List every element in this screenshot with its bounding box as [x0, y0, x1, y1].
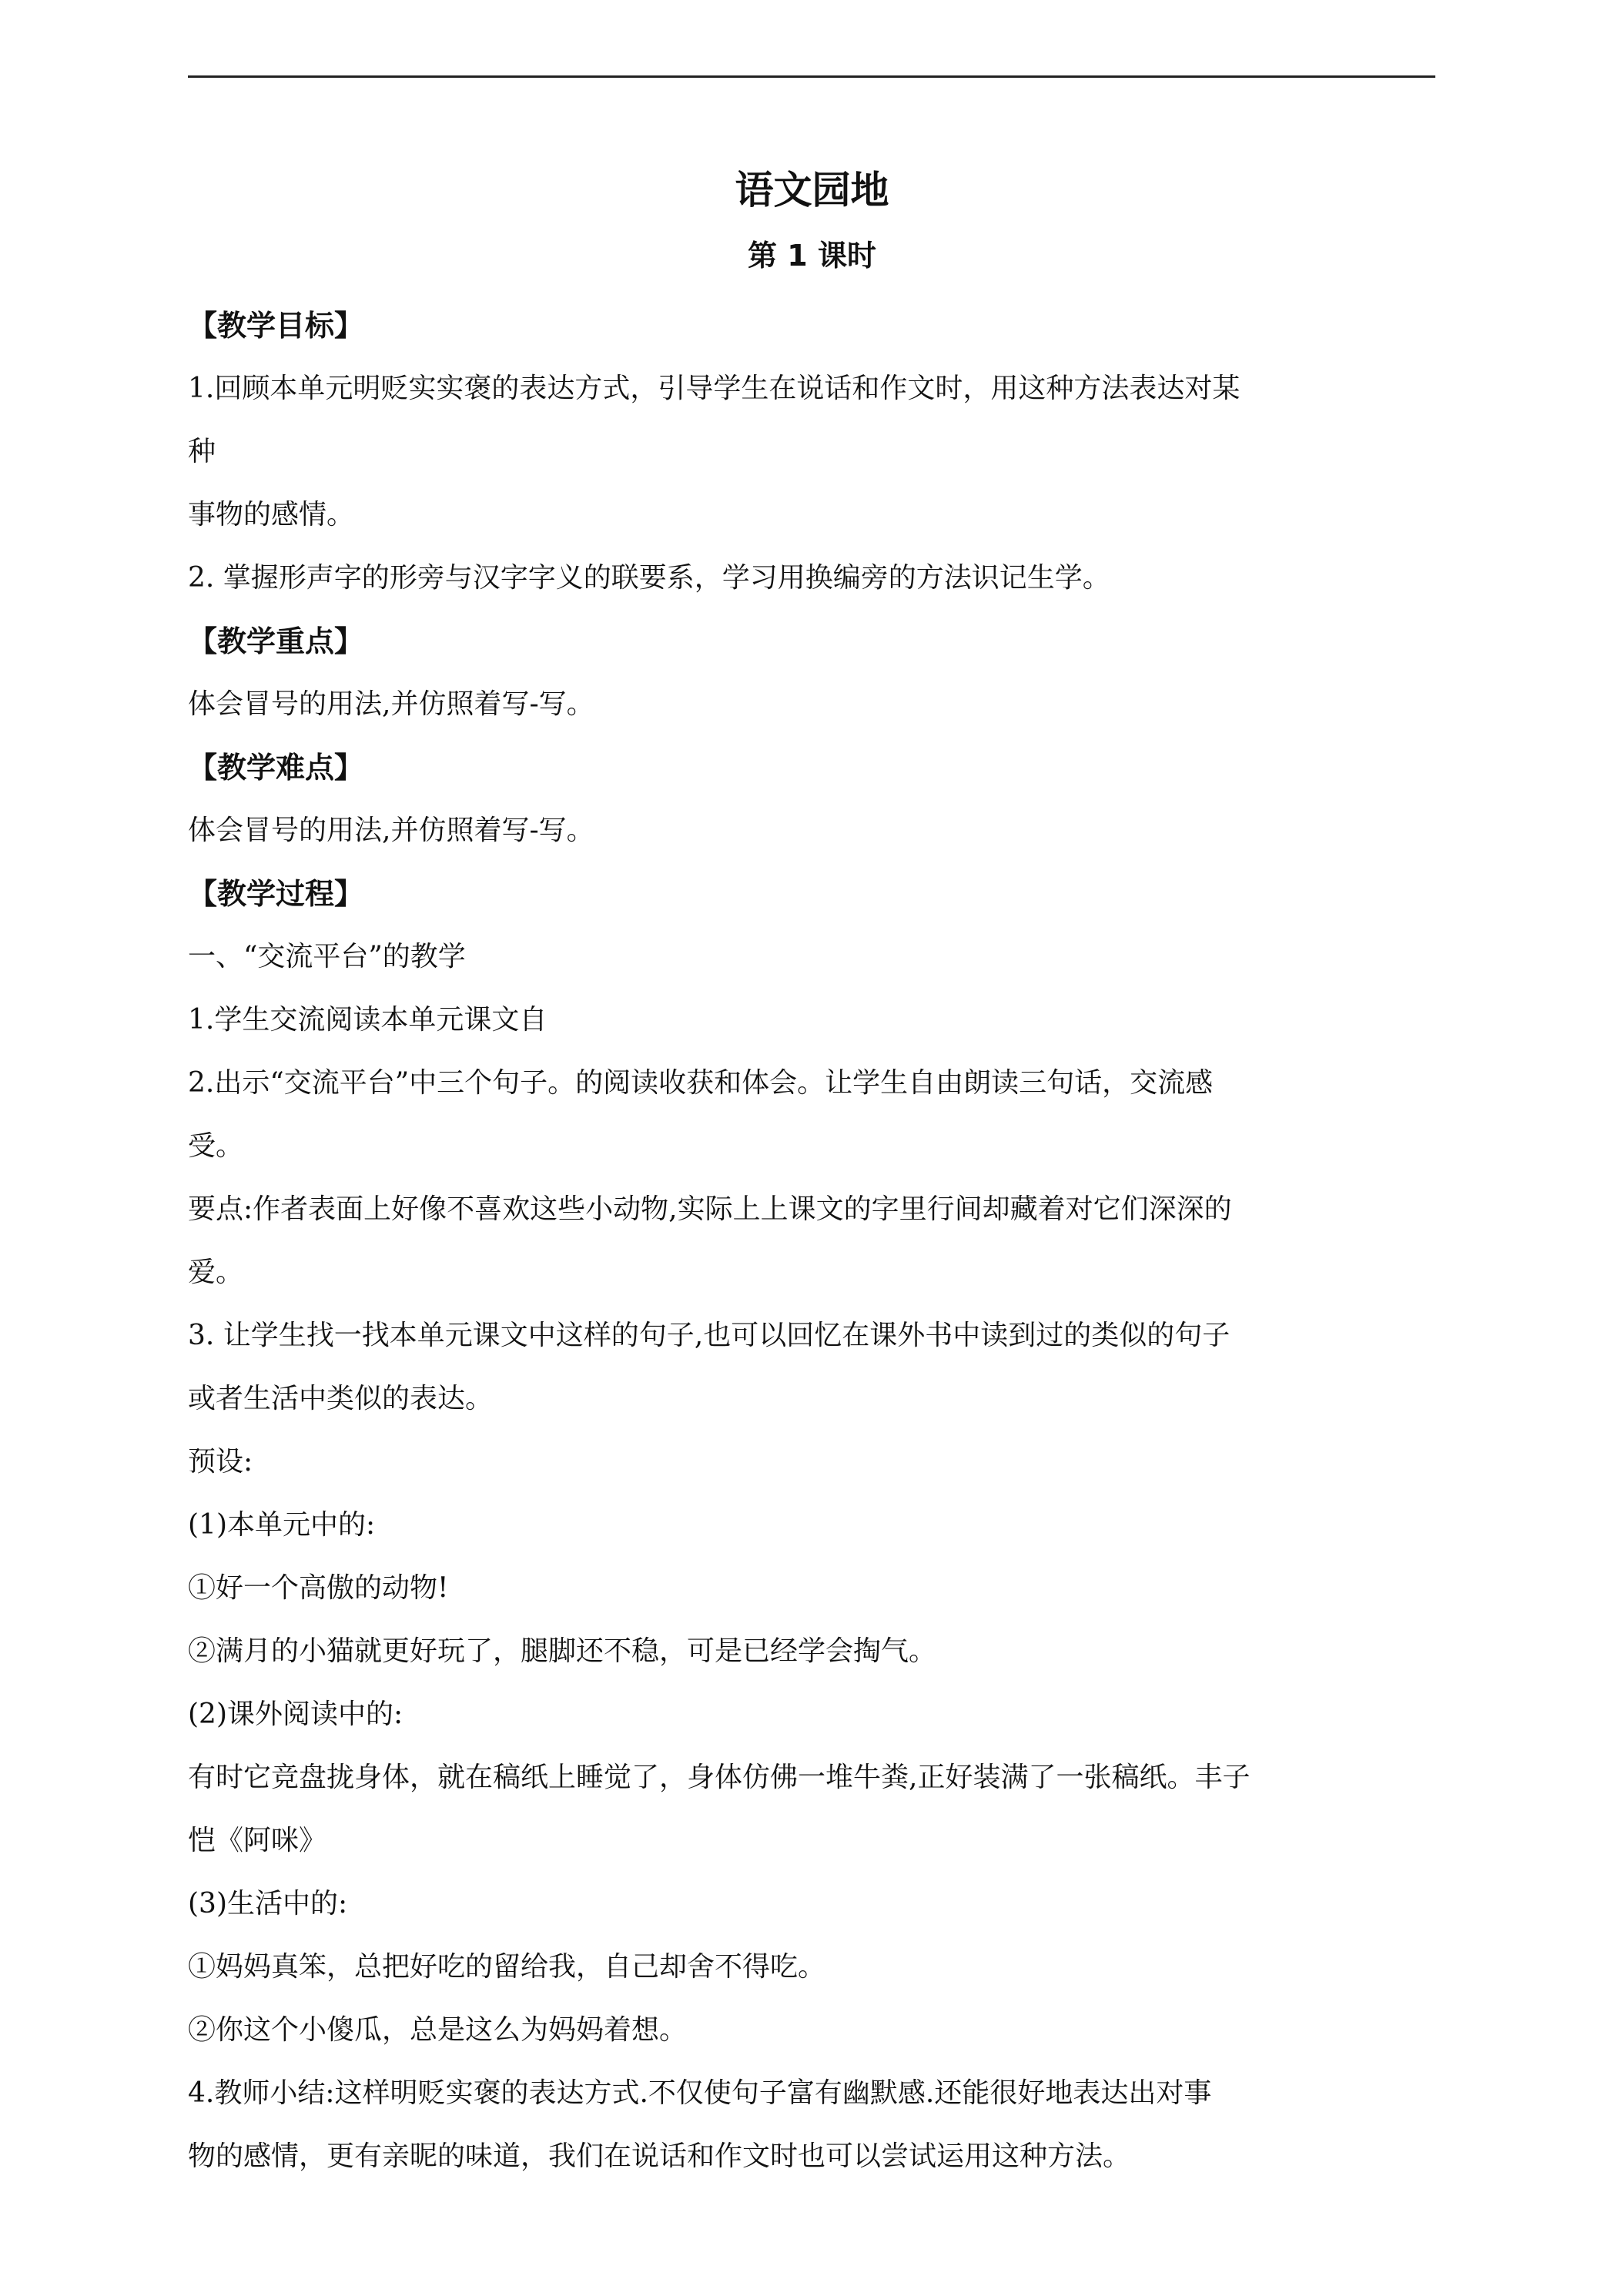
text-line: 种 [188, 436, 216, 467]
text-line: 受。 [188, 1130, 244, 1162]
text-line: ①好一个高傲的动物! [188, 1572, 449, 1604]
text-line: 体会冒号的用法,并仿照着写-写。 [188, 815, 594, 846]
section-heading: 【教学难点】 [188, 751, 364, 785]
text-line: ②你这个小傻瓜，总是这么为妈妈着想。 [188, 2014, 688, 2046]
text-line: (2)课外阅读中的: [188, 1699, 403, 1730]
text-line: 物的感情，更有亲昵的味道，我们在说话和作文时也可以尝试运用这种方法。 [188, 2140, 1131, 2172]
section-heading: 【教学目标】 [188, 309, 364, 343]
section-heading: 【教学过程】 [188, 877, 364, 911]
document-body [188, 294, 1451, 2188]
text-line: 1.回顾本单元明贬实实褒的表达方式，引导学生在说话和作文时，用这种方法表达对某 [188, 373, 1241, 404]
text-line: ②满月的小猫就更好玩了，腿脚还不稳，可是已经学会掏气。 [188, 1635, 937, 1667]
text-line: 体会冒号的用法,并仿照着写-写。 [188, 688, 594, 720]
lesson-subtitle: 第 1 课时 [748, 239, 876, 273]
text-line: 事物的感情。 [188, 499, 355, 530]
text-line: 或者生活中类似的表达。 [188, 1383, 494, 1414]
text-line: 有时它竞盘拢身体，就在稿纸上睡觉了，身体仿佛一堆牛粪,正好装满了一张稿纸。丰子 [188, 1762, 1251, 1793]
text-line: ①妈妈真笨，总把好吃的留给我，自己却舍不得吃。 [188, 1951, 826, 1983]
section-heading: 【教学重点】 [188, 624, 364, 658]
text-line: 预设: [188, 1446, 253, 1478]
text-line: 恺《阿咪》 [188, 1825, 327, 1856]
text-line: 2. 掌握形声字的形旁与汉字字义的联要系，学习用换编旁的方法识记生学。 [188, 562, 1110, 594]
text-line: 1.学生交流阅读本单元课文自 [188, 1004, 547, 1036]
text-line: 4.教师小结:这样明贬实褒的表达方式.不仅使句子富有幽默感.还能很好地表达出对事 [188, 2077, 1212, 2109]
text-line: 2.出示“交流平台”中三个句子。的阅读收获和体会。让学生自由朗读三句话，交流感 [188, 1067, 1214, 1099]
header-rule [188, 75, 1435, 78]
text-line: (3)生活中的: [188, 1888, 348, 1919]
text-line: (1)本单元中的: [188, 1509, 376, 1541]
text-line: 一、“交流平台”的教学 [188, 941, 466, 972]
text-line: 要点:作者表面上好像不喜欢这些小动物,实际上上课文的字里行间却藏着对它们深深的 [188, 1193, 1232, 1225]
text-line: 3. 让学生找一找本单元课文中这样的句子,也可以回忆在课外书中读到过的类似的句子 [188, 1320, 1231, 1351]
page-title: 语文园地 [735, 168, 889, 213]
text-line: 爱。 [188, 1257, 244, 1288]
